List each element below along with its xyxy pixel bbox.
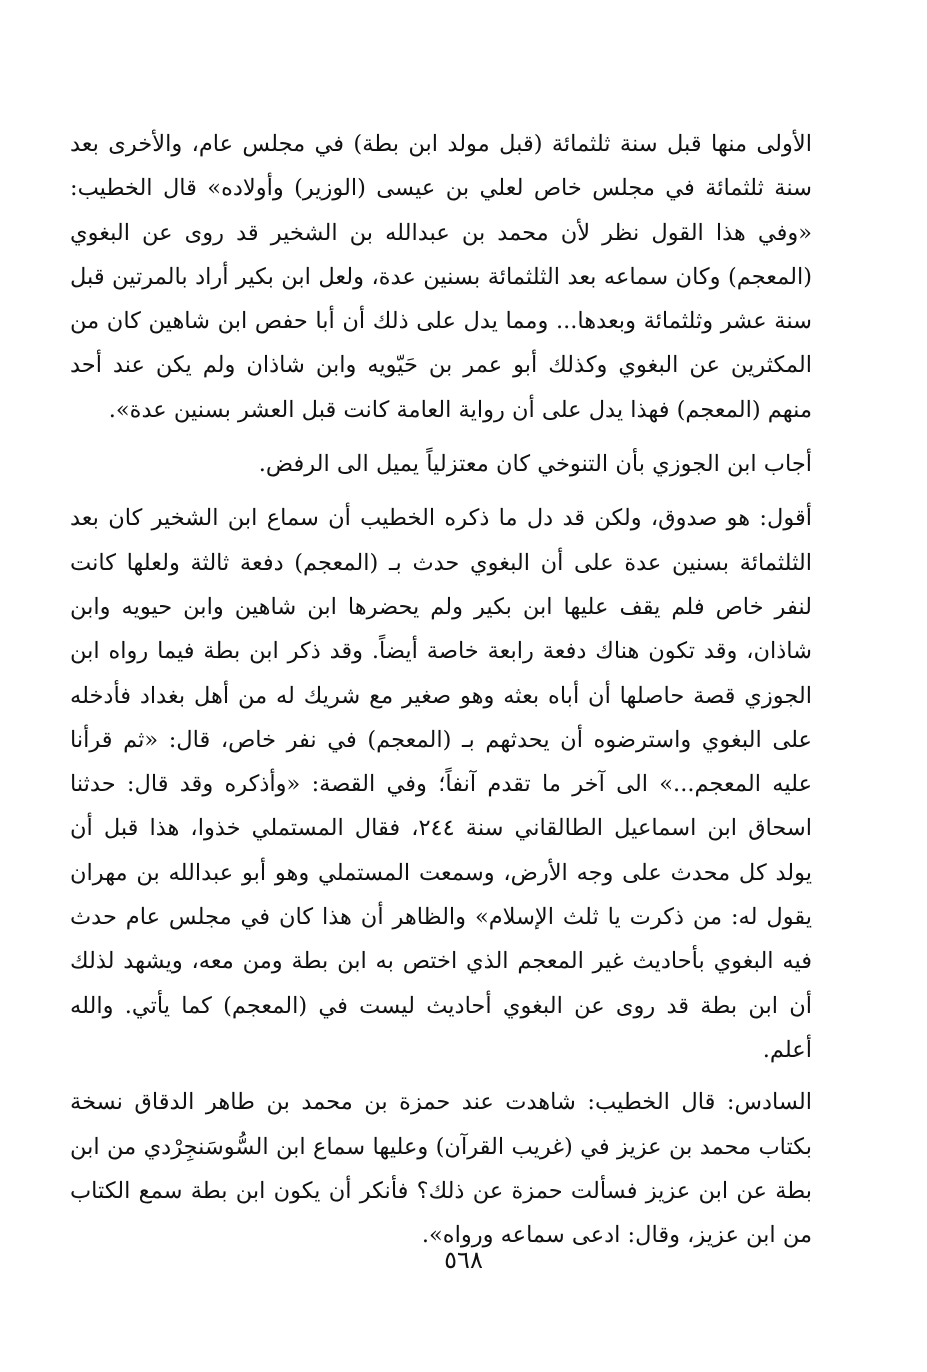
paragraph-1: الأولى منها قبل سنة ثلثمائة (قبل مولد ابن بطة) في مجلس عام، والأخرى بعد سنة ثلثمائة في مجلس خاص لعلي بن عيسى (الوزير) وأولاده» قال الخطيب: «وفي هذا القول نظر لأن محمد بن عبدالله بن الشخير قد روى عن البغوي (المعجم) وكان سماعه بعد الثلثمائة بسنين عدة، ولعل ابن بكير أراد بالمرتين قبل سنة عشر وثلثمائة وبعدها... ومما يدل على ذلك أن أبا حفص ابن شاهين كان من المكثرين عن البغوي وكذلك أبو عمر بن حَيّويه وابن شاذان ولم يكن عند أحد منهم (المعجم) فهذا يدل على أن رواية العامة كانت قبل العشر بسنين عدة». (70, 131, 812, 423)
page-number: ٥٦٨ (444, 1246, 483, 1274)
paragraph-3: أقول: هو صدوق، ولكن قد دل ما ذكره الخطيب أن سماع ابن الشخير كان بعد الثلثمائة بسنين عدة على أن البغوي حدث بـ (المعجم) دفعة ثالثة ولعلها كانت لنفر خاص فلم يقف عليها ابن بكير ولم يحضرها ابن شاهين وابن حيويه وابن شاذان، وقد تكون هناك دفعة رابعة خاصة أيضاً. وقد ذكر ابن بطة فيما رواه ابن الجوزي قصة حاصلها أن أباه بعثه وهو صغير مع شريك له من أهل بغداد فأدخله على البغوي واسترضوه أن يحدثهم بـ (المعجم) في نفر خاص، قال: «ثم قرأنا عليه المعجم...» الى آخر ما تقدم آنفاً؛ وفي القصة: «وأذكره وقد قال: حدثنا اسحاق ابن اسماعيل الطالقاني سنة ٢٤٤، فقال المستملي خذوا، هذا قبل أن يولد كل محدث على وجه الأرض، وسمعت المستملي وهو أبو عبدالله بن مهران يقول له: من ذكرت يا ثلث الإسلام» والظاهر أن هذا كان في مجلس عام حدث فيه البغوي بأحاديث غير المعجم الذي اختص به ابن بطة ومن معه، ويشهد لذلك أن ابن بطة قد روى عن البغوي أحاديث ليست في (المعجم) كما يأتي. والله أعلم. (70, 505, 813, 1063)
paragraph-2: أجاب ابن الجوزي بأن التنوخي كان معتزلياً يميل الى الرفض. (258, 451, 812, 478)
page-body (70, 122, 812, 1257)
paragraph-4: السادس: قال الخطيب: شاهدت عند حمزة بن محمد بن طاهر الدقاق نسخة بكتاب محمد بن عزيز في (غريب القرآن) وعليها سماع ابن السُّوسَنجِرْدي من ابن بطة عن ابن عزيز فسألت حمزة عن ذلك؟ فأنكر أن يكون ابن بطة سمع الكتاب من ابن عزيز، وقال: ادعى سماعه ورواه». (70, 1089, 812, 1249)
